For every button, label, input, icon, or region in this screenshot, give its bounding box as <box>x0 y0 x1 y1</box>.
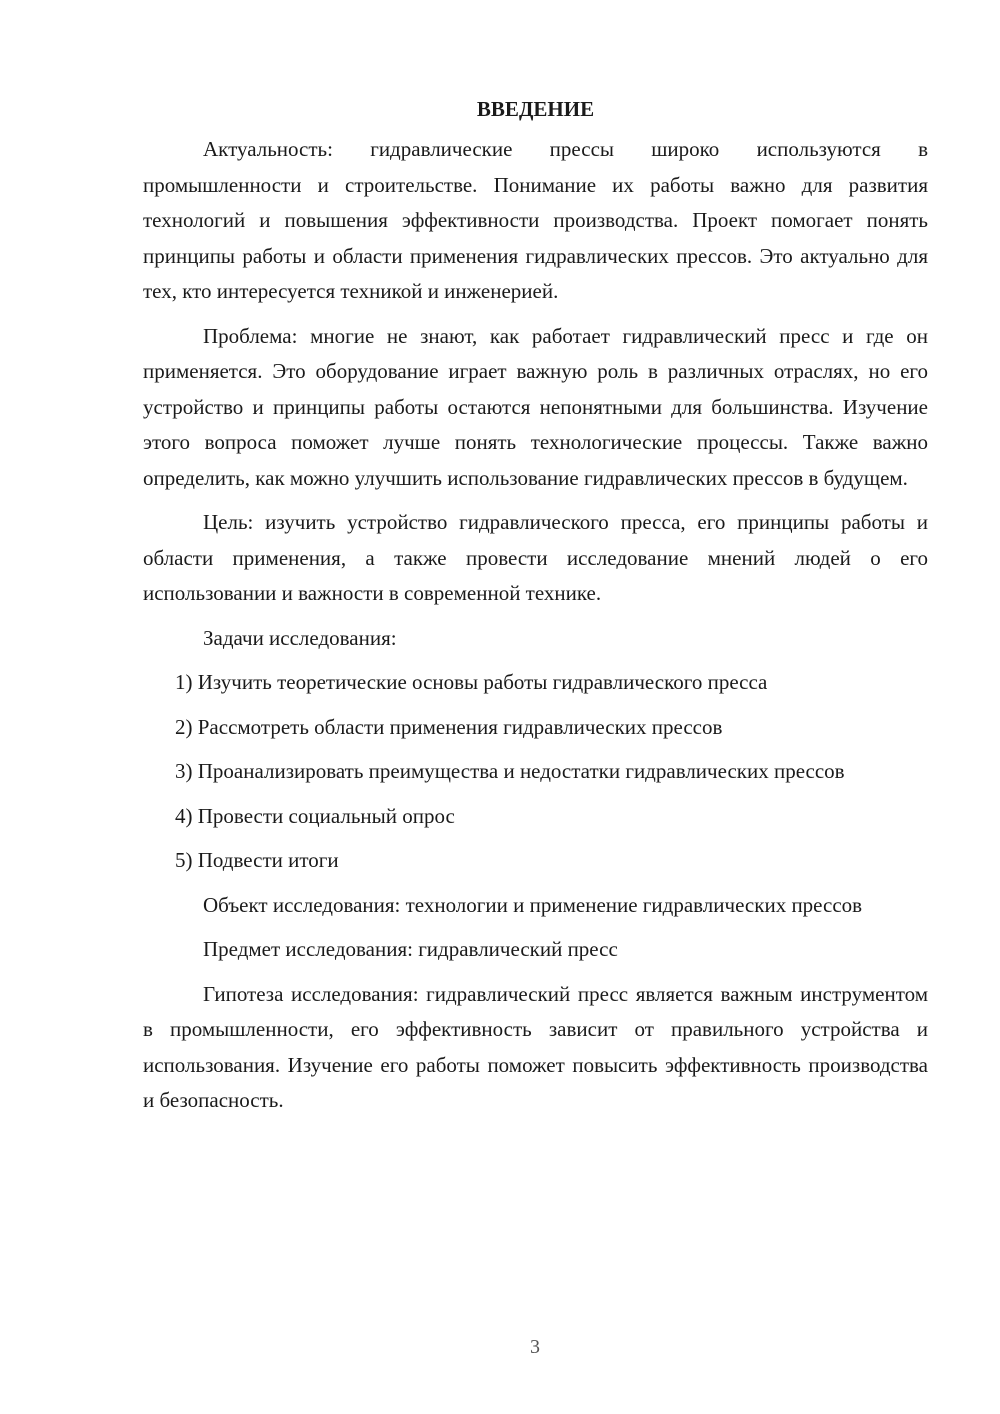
page-number: 3 <box>530 1336 540 1358</box>
paragraph-hypothesis: Гипотеза исследования: гидравлический пресс является важным инструментом в промышленности, его эффективность зависит от правильного устройства и использования. Изучение его работы поможет повысить эффективность производства и безопасность. <box>143 981 928 1112</box>
list-item-task-2: 2) Рассмотреть области применения гидравлических прессов <box>175 714 723 739</box>
list-item-task-5: 5) Подвести итоги <box>175 848 339 872</box>
list-item-task-4: 4) Провести социальный опрос <box>175 803 455 828</box>
list-item-task-1: 1) Изучить теоретические основы работы гидравлического пресса <box>175 670 768 694</box>
list-item-task-3: 3) Проанализировать преимущества и недостатки гидравлических прессов <box>175 759 845 783</box>
paragraph-problem: Проблема: многие не знают, как работает гидравлический пресс и где он применяется. Это оборудование играет важную роль в различных отраслях, но его устройство и принципы работы остаются непонятными для большинства. Изучение этого вопроса поможет лучше понять технологические процессы. Также важно определить, как можно улучшить использование гидравлических прессов в будущем. <box>143 323 928 490</box>
paragraph-object: Объект исследования: технологии и применение гидравлических прессов <box>203 892 863 917</box>
page-title: ВВЕДЕНИЕ <box>476 97 595 121</box>
paragraph-subject: Предмет исследования: гидравлический пресс <box>203 937 618 961</box>
page-content <box>143 96 928 1119</box>
paragraph-goal: Цель: изучить устройство гидравлического пресса, его принципы работы и области применения, а также провести исследование мнений людей о его использовании и важности в современной технике. <box>143 510 928 605</box>
paragraph-relevance: Актуальность: гидравлические прессы широко используются в промышленности и строительстве. Понимание их работы важно для развития технологий и повышения эффективности производства. Проект помогает понять принципы работы и области применения гидравлических прессов. Это актуально для тех, кто интересуется техникой и инженерией. <box>143 137 928 303</box>
tasks-heading: Задачи исследования: <box>203 625 397 650</box>
